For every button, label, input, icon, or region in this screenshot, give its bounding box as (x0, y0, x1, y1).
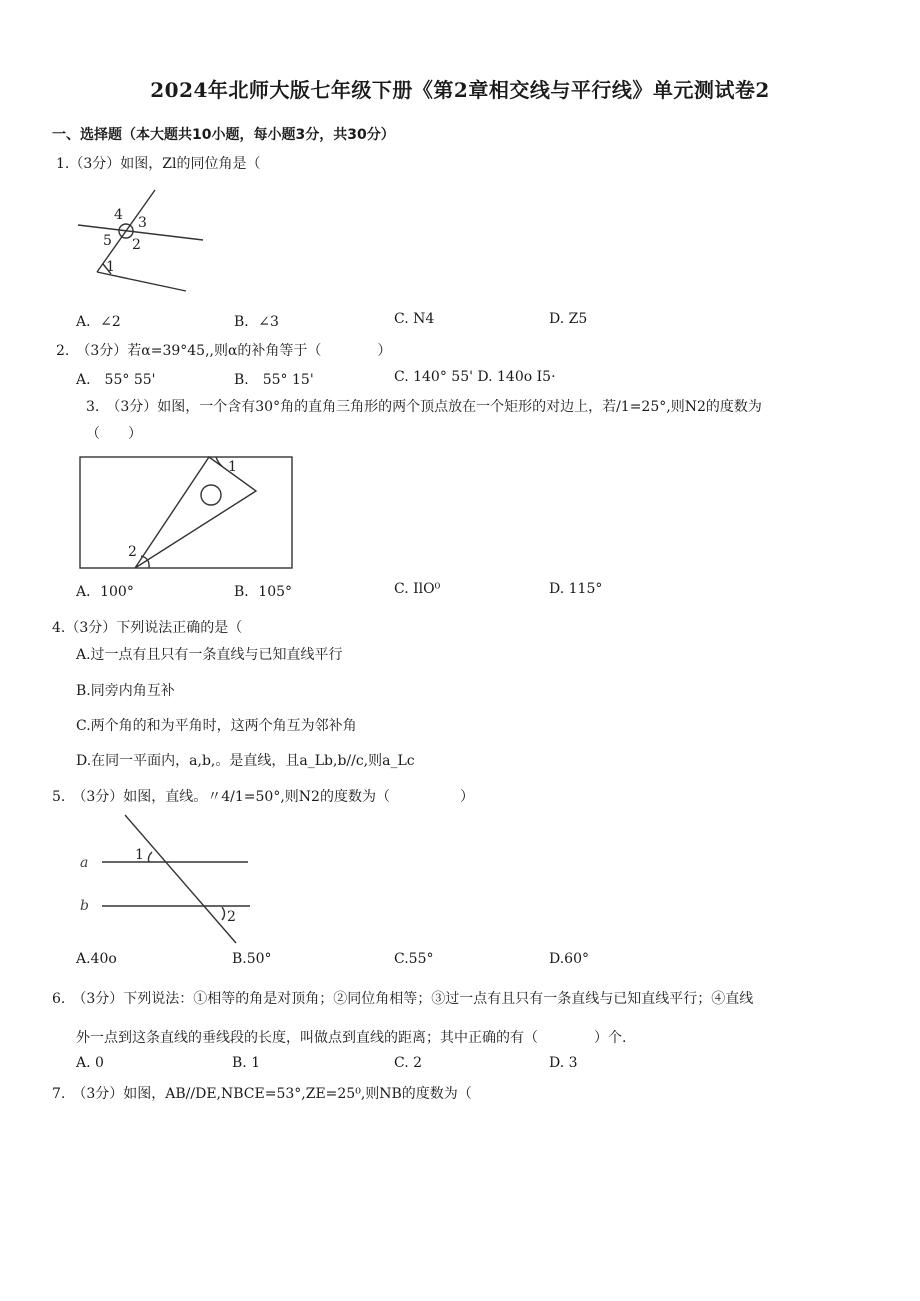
q1-option-d[interactable]: D. Z5 (549, 311, 588, 327)
q6-option-a[interactable]: A. 0 (76, 1055, 104, 1071)
q1-label-5: 5 (103, 233, 112, 249)
q5-angle2-arc (222, 907, 225, 920)
q1-option-b[interactable]: B．∠3 (234, 314, 279, 330)
section-heading: 一、选择题（本大题共10小题，每小题3分，共30分） (52, 127, 395, 143)
q3-stem-line1: 3. （3分）如图，一个含有30°角的直角三角形的两个顶点放在一个矩形的对边上，若/1=25°,则N2的度数为 (86, 399, 762, 415)
q4-stem: 4.（3分）下列说法正确的是（ (52, 620, 243, 636)
q4-option-a[interactable]: A.过一点有且只有一条直线与已知直线平行 (76, 647, 343, 663)
q1-label-2: 2 (132, 237, 141, 253)
q2-option-b[interactable]: B. 55° 15' (234, 372, 314, 388)
q1-option-a[interactable]: A．∠2 (76, 314, 121, 330)
q5-angle1-arc (148, 852, 152, 862)
q1-label-3: 3 (138, 215, 147, 231)
q2-option-a[interactable]: A. 55° 55' (76, 372, 156, 388)
q4-option-d[interactable]: D.在同一平面内，a,b,。是直线，且a_Lb,b//c,则a_Lc (76, 753, 415, 769)
q5-label-a: a (80, 855, 89, 871)
q5-option-b[interactable]: B.50° (232, 951, 272, 967)
q6-option-d[interactable]: D. 3 (549, 1055, 578, 1071)
q3-label-1: 1 (228, 459, 237, 475)
q5-label-1: 1 (135, 847, 144, 863)
q5-option-a[interactable]: A.40o (76, 951, 117, 967)
q4-option-c[interactable]: C.两个角的和为平角时，这两个角互为邻补角 (76, 718, 357, 734)
q5-option-d[interactable]: D.60° (549, 951, 589, 967)
q3-option-a[interactable]: A．100° (76, 584, 134, 600)
q2-option-c-d[interactable]: C. 140° 55' D. 140o I5· (394, 369, 556, 385)
q1-label-1: 1 (106, 259, 115, 275)
q3-stem-line2: （ ） (86, 426, 142, 442)
q3-option-c[interactable]: C. IlO⁰ (394, 581, 441, 597)
q1-option-c[interactable]: C. N4 (394, 311, 435, 327)
q1-label-4: 4 (114, 207, 123, 223)
q5-label-2: 2 (227, 909, 236, 925)
q4-option-b[interactable]: B.同旁内角互补 (76, 683, 175, 699)
q6-option-c[interactable]: C. 2 (394, 1055, 423, 1071)
q2-stem: 2. （3分）若α=39°45,,则α的补角等于（ ） (56, 343, 392, 359)
q5-stem: 5. （3分）如图，直线。〃4/1=50°,则N2的度数为（ ） (52, 789, 474, 805)
q3-option-d[interactable]: D. 115° (549, 581, 603, 597)
page-title: 2024年北师大版七年级下册《第2章相交线与平行线》单元测试卷2 (150, 78, 770, 102)
q3-option-b[interactable]: B．105° (234, 584, 293, 600)
q5-transversal (125, 815, 236, 943)
q6-stem-line1: 6. （3分）下列说法：①相等的角是对顶角；②同位角相等；③过一点有且只有一条直线与已知直线平行；④直线 (52, 991, 754, 1007)
q5-option-c[interactable]: C.55° (394, 951, 434, 967)
q1-stem: 1.（3分）如图，Zl的同位角是（ (56, 156, 261, 172)
q6-stem-line2: 外一点到这条直线的垂线段的长度，叫做点到直线的距离；其中正确的有（ ）个. (76, 1030, 627, 1046)
q5-label-b: b (80, 898, 89, 914)
q3-label-2: 2 (128, 544, 137, 560)
q6-option-b[interactable]: B. 1 (232, 1055, 261, 1071)
q7-stem: 7. （3分）如图，AB//DE,NBCE=53°,ZE=25⁰,则NB的度数为（ (52, 1086, 472, 1102)
